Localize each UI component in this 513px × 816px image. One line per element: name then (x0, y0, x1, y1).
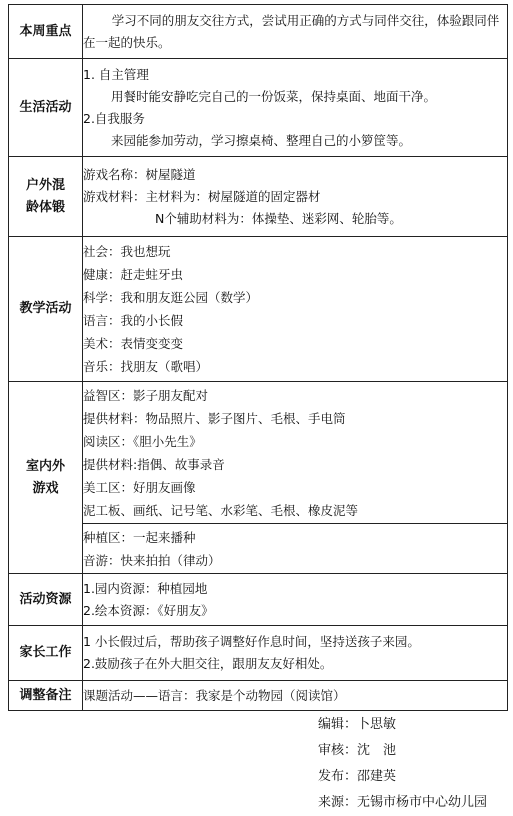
life-line-2: 用餐时能安静吃完自己的一份饭菜，保持桌面、地面干净。 (111, 88, 437, 104)
outdoor-line-1: 游戏名称：树屋隧道 (83, 166, 196, 182)
parents-line-2: 2.鼓励孩子在外大胆交往，跟朋友友好相处。 (83, 656, 333, 671)
resources-cell (83, 574, 508, 626)
teaching-line-2: 健康：赶走蛀牙虫 (83, 267, 184, 282)
row-outdoor (9, 157, 508, 237)
row-life (9, 59, 508, 157)
footer-credits (318, 712, 487, 816)
outdoor-line-2: 游戏材料：主材料为：树屋隧道的固定器材 (83, 188, 321, 204)
row-label-outdoor (9, 157, 83, 237)
footer-editor: 编辑：卜思敏 (318, 717, 397, 732)
weekly-plan-table (8, 4, 508, 711)
outdoor-line-3: N个辅助材料为：体操垫、迷彩网、轮胎等。 (155, 210, 402, 226)
areas-line-1: 益智区：影子朋友配对 (83, 387, 209, 403)
row-label-focus: 本周重点 (9, 5, 83, 59)
row-focus (9, 5, 508, 59)
areas-line-8: 音游：快来拍拍（律动） (83, 552, 221, 568)
areas-line-5: 美工区：好朋友画像 (83, 479, 196, 495)
teaching-line-5: 美术：表情变变变 (83, 336, 184, 351)
row-label-outdoor-line-1: 户外混 (25, 177, 65, 193)
row-label-areas-line-2: 游戏 (32, 480, 59, 496)
teaching-line-4: 语言：我的小长假 (83, 313, 184, 328)
areas-cell-2 (83, 524, 508, 574)
row-label-areas (9, 382, 83, 574)
row-teaching (9, 237, 508, 382)
notes-text: 课题活动——语言：我家是个动物园（阅读馆） (83, 687, 346, 703)
parents-line-1: 1 小长假过后，帮助孩子调整好作息时间，坚持送孩子来园。 (83, 634, 420, 649)
parents-cell (83, 626, 508, 681)
teaching-line-3: 科学：我和朋友逛公园（数学） (83, 290, 259, 305)
row-resources (9, 574, 508, 626)
row-label-notes: 调整备注 (9, 681, 83, 711)
life-cell (83, 59, 508, 157)
row-label-life: 生活活动 (9, 59, 83, 157)
areas-line-3: 阅读区：《胆小先生》 (83, 433, 202, 449)
focus-text: 学习不同的朋友交往方式，尝试用正确的方式与同伴交往，体验跟同伴在一起的快乐。 (83, 12, 500, 50)
outdoor-cell (83, 157, 508, 237)
footer-reviewer: 审核：沈 池 (318, 743, 397, 758)
notes-cell (83, 681, 508, 711)
row-label-teaching: 教学活动 (9, 237, 83, 382)
row-areas (9, 382, 508, 524)
row-label-outdoor-line-2: 龄体锻 (25, 199, 65, 215)
footer-publisher: 发布：邵建英 (318, 769, 397, 784)
focus-cell (83, 5, 508, 59)
resources-line-1: 1.园内资源：种植园地 (83, 580, 208, 596)
teaching-line-6: 音乐：找朋友（歌唱） (83, 359, 209, 374)
areas-line-7: 种植区：一起来播种 (83, 529, 196, 545)
life-line-1: 1. 自主管理 (83, 66, 149, 82)
teaching-line-1: 社会：我也想玩 (83, 244, 171, 259)
areas-line-6: 泥工板、画纸、记号笔、水彩笔、毛根、橡皮泥等 (83, 502, 359, 518)
life-line-4: 来园能参加劳动，学习擦桌椅、整理自己的小箩筐等。 (111, 132, 412, 148)
resources-line-2: 2.绘本资源：《好朋友》 (83, 602, 214, 618)
row-parents (9, 626, 508, 681)
areas-cell (83, 382, 508, 524)
life-line-3: 2.自我服务 (83, 110, 145, 126)
footer-source: 来源：无锡市杨市中心幼儿园 (318, 795, 488, 810)
row-notes (9, 681, 508, 711)
row-areas-2 (9, 524, 508, 574)
areas-line-2: 提供材料：物品照片、影子图片、毛根、手电筒 (83, 410, 346, 426)
row-label-parents: 家长工作 (9, 626, 83, 681)
row-label-areas-line-1: 室内外 (25, 458, 65, 474)
row-label-resources: 活动资源 (9, 574, 83, 626)
areas-line-4: 提供材料:指偶、故事录音 (83, 456, 225, 472)
teaching-cell (83, 237, 508, 382)
